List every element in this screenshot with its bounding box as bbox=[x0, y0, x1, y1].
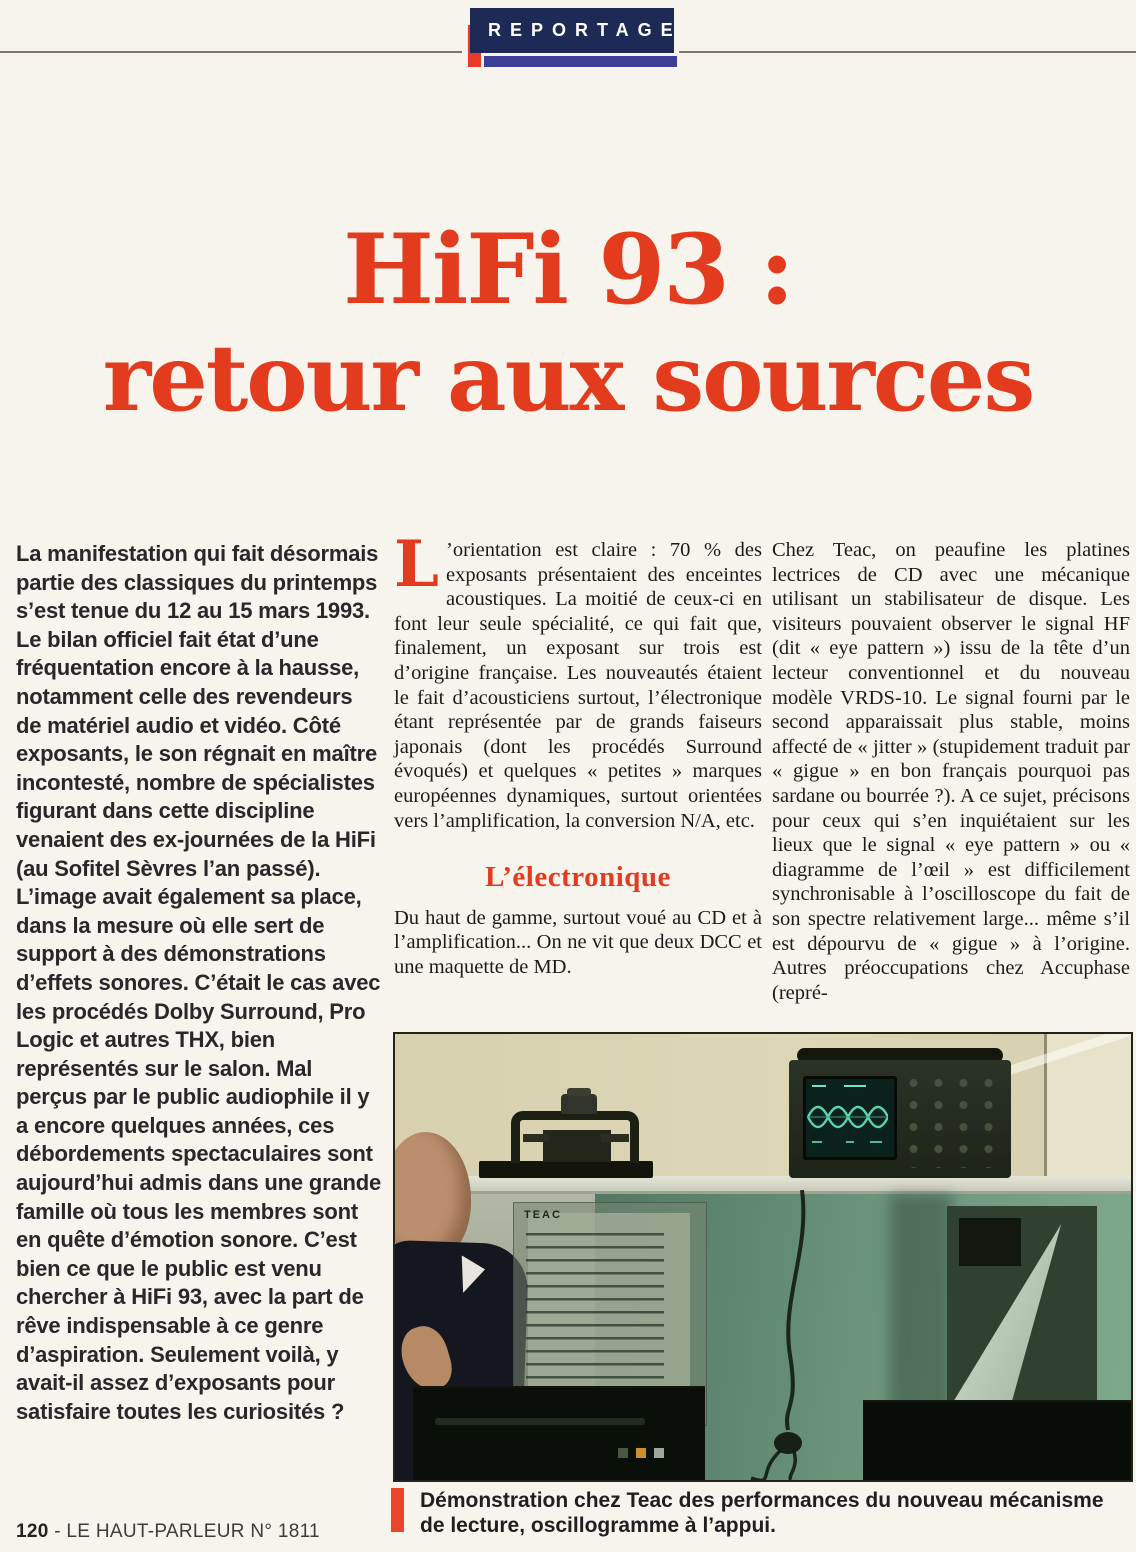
kicker-label: REPORTAGE bbox=[488, 20, 682, 40]
right-paragraph: Chez Teac, on peaufine les platines lectrices de CD avec une mécanique utilisant un stabilisateur de disque. Les visiteurs pouvaient observer le signal HF (dit « eye pattern ») issu de la tête d’un lecteur conventionnel et du nouveau modèle VRDS-10. Le signal fourni par le second apparaissait plus stable, moins affecté de « jitter » (stupidement traduit par « gigue » en bon français pourquoi pas sardane ou bourrée ?). A ce sujet, précisons pour ceux qui s’en inquiétaient sur les lieux que le signal « eye pattern » ou « diagramme de l’œil » est difficilement synchronisable à l’oscilloscope du fait de son spectre relativement large... même s’il est dépourvu de « gigue » à l’origine. Autres préoccupations chez Accuphase (repré- bbox=[772, 539, 1130, 1004]
cd-player-left bbox=[413, 1386, 705, 1482]
oscilloscope-knob-panel bbox=[901, 1072, 1003, 1168]
photo-wall bbox=[395, 1034, 1131, 1176]
disc-stabilizer-knob-top bbox=[567, 1088, 591, 1096]
photo-teac-demo bbox=[393, 1032, 1133, 1482]
drop-cap: L bbox=[394, 527, 439, 602]
middle-column bbox=[394, 527, 762, 980]
article-title-line1: HiFi 93 : bbox=[343, 213, 793, 326]
oscilloscope bbox=[789, 1060, 1011, 1178]
disc-stabilizer-arm-left bbox=[523, 1134, 549, 1142]
oscilloscope-eye-pattern bbox=[806, 1079, 888, 1151]
oscilloscope-screen bbox=[803, 1076, 897, 1160]
right-column bbox=[772, 538, 1130, 1005]
middle-paragraph-1 bbox=[394, 527, 762, 833]
cd-player-button-gray bbox=[654, 1448, 664, 1458]
cd-player-right bbox=[863, 1400, 1131, 1482]
article-title-line2: retour aux sources bbox=[102, 324, 1034, 432]
cd-player-button-orange bbox=[636, 1448, 646, 1458]
subheading-electronique: L’électronique bbox=[485, 861, 671, 894]
disc-stabilizer-arm-right bbox=[601, 1134, 629, 1142]
teac-placard-label: TEAC bbox=[524, 1209, 562, 1221]
section-kicker bbox=[470, 8, 682, 53]
caption-red-bar bbox=[391, 1488, 404, 1532]
disc-stabilizer-knob bbox=[561, 1094, 597, 1114]
header-rule-left bbox=[0, 51, 462, 53]
journal-name: - LE HAUT-PARLEUR N° 1811 bbox=[54, 1521, 320, 1542]
article-title bbox=[0, 213, 1136, 432]
page-number: 120 bbox=[16, 1521, 49, 1542]
cd-player-button-green bbox=[618, 1448, 628, 1458]
disc-stabilizer-base bbox=[479, 1161, 653, 1178]
photo-caption: Démonstration chez Teac des performances du nouveau mécanisme de lecture, oscillogramme à l’appui. bbox=[420, 1489, 1104, 1537]
middle-paragraph-2: Du haut de gamme, surtout voué au CD et à l’amplification... On ne vit que deux DCC et une maquette de MD. bbox=[394, 906, 762, 978]
page-footer bbox=[16, 1521, 320, 1543]
header-rule-right bbox=[679, 51, 1136, 53]
cd-player-slot bbox=[435, 1418, 645, 1425]
middle-paragraph-1-text: ’orientation est claire : 70 % des exposants présentaient des enceintes acoustiques. La moitié de ceux-ci en font leur seule spécialité, ce qui fait que, finalement, un exposant sur trois est d’origine française. Les nouveautés étaient le fait d’acousticiens surtout, l’électronique étant représentée par de grands faiseurs japonais (dont les procédés Surround évoqués) et quelques « petites » marques européennes dynamiques, surtout orientées vers l’amplification, la conversion N/A, etc. bbox=[394, 539, 762, 832]
kicker-blue-bar bbox=[484, 56, 677, 67]
intro-column: La manifestation qui fait désormais partie des classiques du printemps s’est tenue du 12 au 15 mars 1993. Le bilan officiel fait état d’une fréquentation encore à la hausse, notamment celle des revendeurs de matériel audio et vidéo. Côté exposants, le son régnait en maître incontesté, nombre de spécialistes figurant dans cette discipline venaient des ex-journées de la HiFi (au Sofitel Sèvres l’an passé). L’image avait également sa place, dans la mesure où elle sert de support à des démonstrations d’effets sonores. C’était le cas avec les procédés Dolby Surround, Pro Logic et autres THX, bien représentés sur le salon. Mal perçus par le public audiophile il y a encore quelques années, ces débordements spectaculaires sont aujourd’hui admis dans une grande famille où tous les membres sont en quête d’émotion sonore. C’est bien ce que le public est venu chercher à HiFi 93, avec la part de rêve indispensable à ce genre d’aspiration. Seulement voilà, y avait-il assez d’exposants pour satisfaire toutes les curiosités ? bbox=[16, 541, 382, 1424]
